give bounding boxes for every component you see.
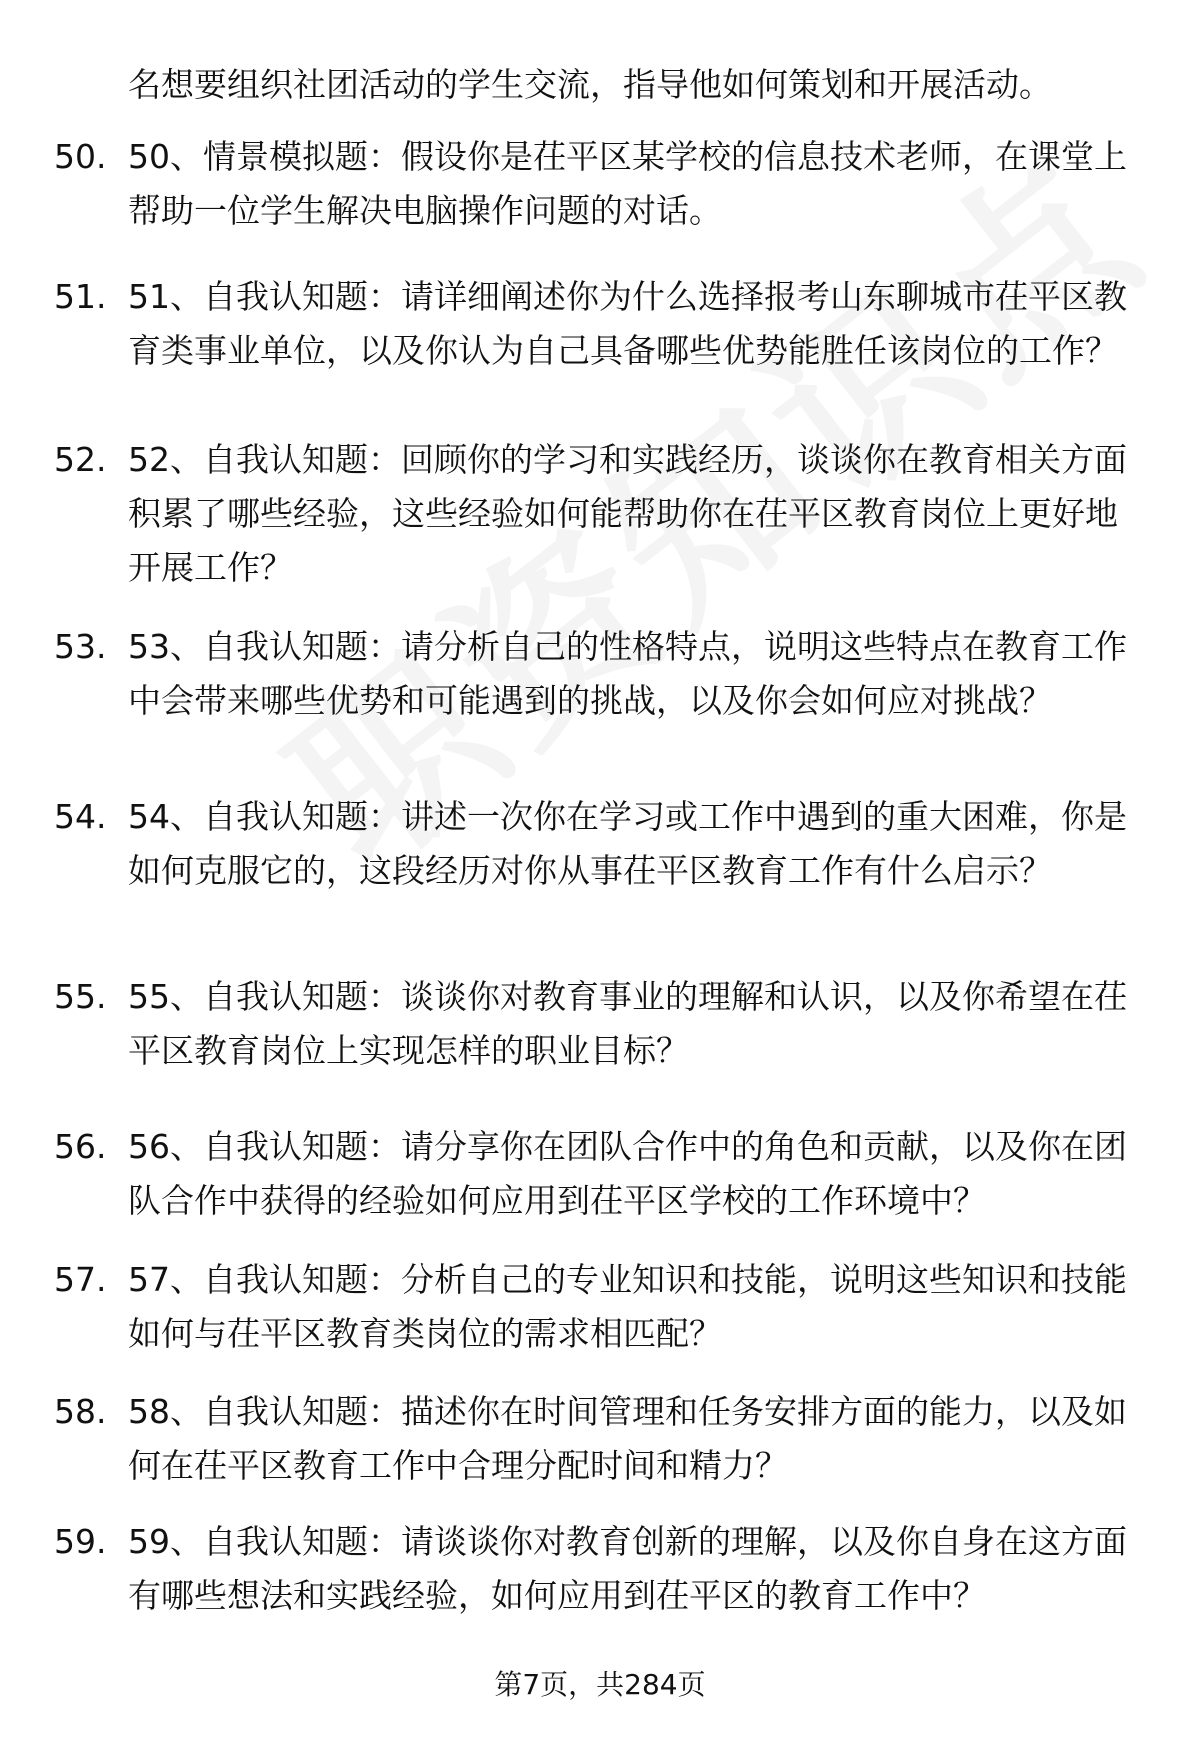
item-text: 50、情景模拟题：假设你是茌平区某学校的信息技术老师，在课堂上帮助一位学生解决电脑操作问题的对话。 — [128, 137, 1127, 230]
item-number: 57. — [54, 1260, 107, 1299]
page-footer: 第7页，共284页 — [494, 1668, 706, 1701]
item-number: 50. — [54, 137, 107, 176]
item-text: 58、自我认知题：描述你在时间管理和任务安排方面的能力，以及如何在茌平区教育工作中合理分配时间和精力？ — [128, 1392, 1127, 1485]
item-text: 51、自我认知题：请详细阐述你为什么选择报考山东聊城市茌平区教育类事业单位，以及你认为自己具备哪些优势能胜任该岗位的工作？ — [128, 277, 1127, 370]
item-number: 51. — [54, 277, 107, 316]
item-number: 52. — [54, 440, 107, 479]
continuation-text: 名想要组织社团活动的学生交流，指导他如何策划和开展活动。 — [128, 65, 1052, 104]
item-text: 56、自我认知题：请分享你在团队合作中的角色和贡献，以及你在团队合作中获得的经验如何应用到茌平区学校的工作环境中？ — [128, 1127, 1127, 1220]
item-text: 57、自我认知题：分析自己的专业知识和技能，说明这些知识和技能如何与茌平区教育类岗位的需求相匹配？ — [128, 1260, 1127, 1353]
item-text: 52、自我认知题：回顾你的学习和实践经历，谈谈你在教育相关方面积累了哪些经验，这些经验如何能帮助你在茌平区教育岗位上更好地开展工作？ — [128, 440, 1127, 587]
item-number: 56. — [54, 1127, 107, 1166]
item-text: 59、自我认知题：请谈谈你对教育创新的理解，以及你自身在这方面有哪些想法和实践经验，如何应用到茌平区的教育工作中？ — [128, 1522, 1127, 1615]
item-text: 55、自我认知题：谈谈你对教育事业的理解和认识，以及你希望在茌平区教育岗位上实现怎样的职业目标？ — [128, 977, 1127, 1070]
item-number: 58. — [54, 1392, 107, 1431]
item-number: 59. — [54, 1522, 107, 1561]
item-number: 55. — [54, 977, 107, 1016]
item-text: 54、自我认知题：讲述一次你在学习或工作中遇到的重大困难，你是如何克服它的，这段经历对你从事茌平区教育工作有什么启示？ — [128, 797, 1127, 890]
item-text: 53、自我认知题：请分析自己的性格特点，说明这些特点在教育工作中会带来哪些优势和可能遇到的挑战，以及你会如何应对挑战？ — [128, 627, 1127, 720]
item-number: 53. — [54, 627, 107, 666]
item-number: 54. — [54, 797, 107, 836]
